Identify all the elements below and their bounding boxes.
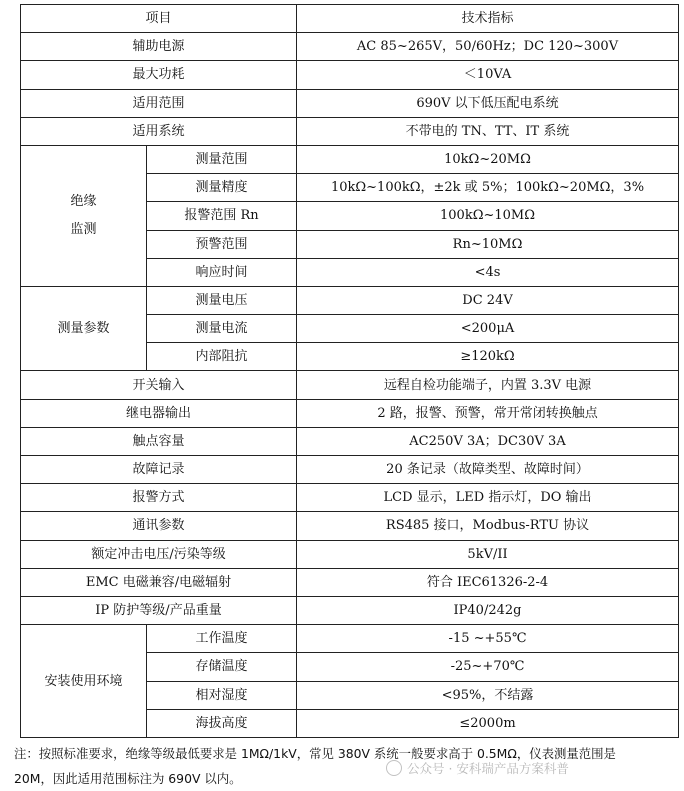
row-label: 预警范围: [147, 230, 297, 258]
row-value: -25~+70℃: [297, 653, 679, 681]
table-row: [21, 89, 679, 117]
row-value: 690V 以下低压配电系统: [297, 89, 679, 117]
table-row: [21, 61, 679, 89]
row-label: 故障记录: [21, 456, 297, 484]
row-label: 测量精度: [147, 174, 297, 202]
row-label: 工作温度: [147, 625, 297, 653]
row-label: 适用范围: [21, 89, 297, 117]
table-row: [21, 427, 679, 455]
row-label: 触点容量: [21, 427, 297, 455]
group-insulation-monitoring: [21, 145, 147, 286]
row-label: 适用系统: [21, 117, 297, 145]
row-label: 海拔高度: [147, 709, 297, 737]
row-value: <95%，不结露: [297, 681, 679, 709]
watermark: [386, 759, 569, 777]
row-value: AC 85~265V，50/60Hz；DC 120~300V: [297, 33, 679, 61]
row-value: 符合 IEC61326-2-4: [297, 568, 679, 596]
footnote-line1: 注：按照标准要求，绝缘等级最低要求是 1MΩ/1kV，常见 380V 系统一般要求高于 0.5MΩ，仪表测量范围是: [14, 746, 616, 761]
row-label: 相对湿度: [147, 681, 297, 709]
row-value: DC 24V: [297, 286, 679, 314]
table-row: [21, 568, 679, 596]
row-label: 测量电流: [147, 315, 297, 343]
group-installation-environment: 安装使用环境: [21, 625, 147, 738]
header-item: 项目: [21, 5, 297, 33]
footnote-line2: 20M，因此适用范围标注为 690V 以内。: [14, 771, 242, 786]
row-value: IP40/242g: [297, 596, 679, 624]
row-label: 测量电压: [147, 286, 297, 314]
row-value: 20 条记录（故障类型、故障时间）: [297, 456, 679, 484]
row-value: 10kΩ~20MΩ: [297, 145, 679, 173]
table-row: [21, 484, 679, 512]
row-value: 远程自检功能端子，内置 3.3V 电源: [297, 371, 679, 399]
row-label: 通讯参数: [21, 512, 297, 540]
row-value: 10kΩ~100kΩ，±2k 或 5%；100kΩ~20MΩ，3%: [297, 174, 679, 202]
row-label: EMC 电磁兼容/电磁辐射: [21, 568, 297, 596]
row-value: RS485 接口，Modbus-RTU 协议: [297, 512, 679, 540]
row-label: 额定冲击电压/污染等级: [21, 540, 297, 568]
row-value: 2 路，报警、预警，常开常闭转换触点: [297, 399, 679, 427]
table-row: [21, 456, 679, 484]
table-row: [21, 33, 679, 61]
row-value: 100kΩ~10MΩ: [297, 202, 679, 230]
wechat-logo-icon: [386, 760, 402, 776]
table-row: [21, 625, 679, 653]
watermark-text: 公众号 · 安科瑞产品方案科普: [407, 761, 569, 776]
footnote: [14, 741, 678, 791]
header-spec: 技术指标: [297, 5, 679, 33]
row-label: 报警方式: [21, 484, 297, 512]
row-value: 不带电的 TN、TT、IT 系统: [297, 117, 679, 145]
row-label: 继电器输出: [21, 399, 297, 427]
row-label: 最大功耗: [21, 61, 297, 89]
row-value: <4s: [297, 258, 679, 286]
row-value: Rn~10MΩ: [297, 230, 679, 258]
row-label: 测量范围: [147, 145, 297, 173]
row-value: ≤2000m: [297, 709, 679, 737]
row-label: 内部阻抗: [147, 343, 297, 371]
table-row: [21, 145, 679, 173]
table-row: [21, 399, 679, 427]
row-label: 开关输入: [21, 371, 297, 399]
row-value: ≥120kΩ: [297, 343, 679, 371]
row-value: LCD 显示，LED 指示灯，DO 输出: [297, 484, 679, 512]
row-value: AC250V 3A；DC30V 3A: [297, 427, 679, 455]
group-measurement-params: 测量参数: [21, 286, 147, 371]
table-row: [21, 117, 679, 145]
row-label: 报警范围 Rn: [147, 202, 297, 230]
row-value: 5kV/II: [297, 540, 679, 568]
group-label-line1: 绝缘: [70, 193, 97, 209]
table-row: [21, 371, 679, 399]
table-row: [21, 286, 679, 314]
row-value: <200μA: [297, 315, 679, 343]
row-label: IP 防护等级/产品重量: [21, 596, 297, 624]
row-label: 响应时间: [147, 258, 297, 286]
group-label-line2: 监测: [70, 221, 97, 237]
row-value: ＜10VA: [297, 61, 679, 89]
row-label: 存储温度: [147, 653, 297, 681]
row-value: -15 ~+55℃: [297, 625, 679, 653]
table-row: [21, 512, 679, 540]
table-header-row: [21, 5, 679, 33]
table-row: [21, 540, 679, 568]
spec-table: [20, 4, 679, 738]
row-label: 辅助电源: [21, 33, 297, 61]
table-row: [21, 596, 679, 624]
